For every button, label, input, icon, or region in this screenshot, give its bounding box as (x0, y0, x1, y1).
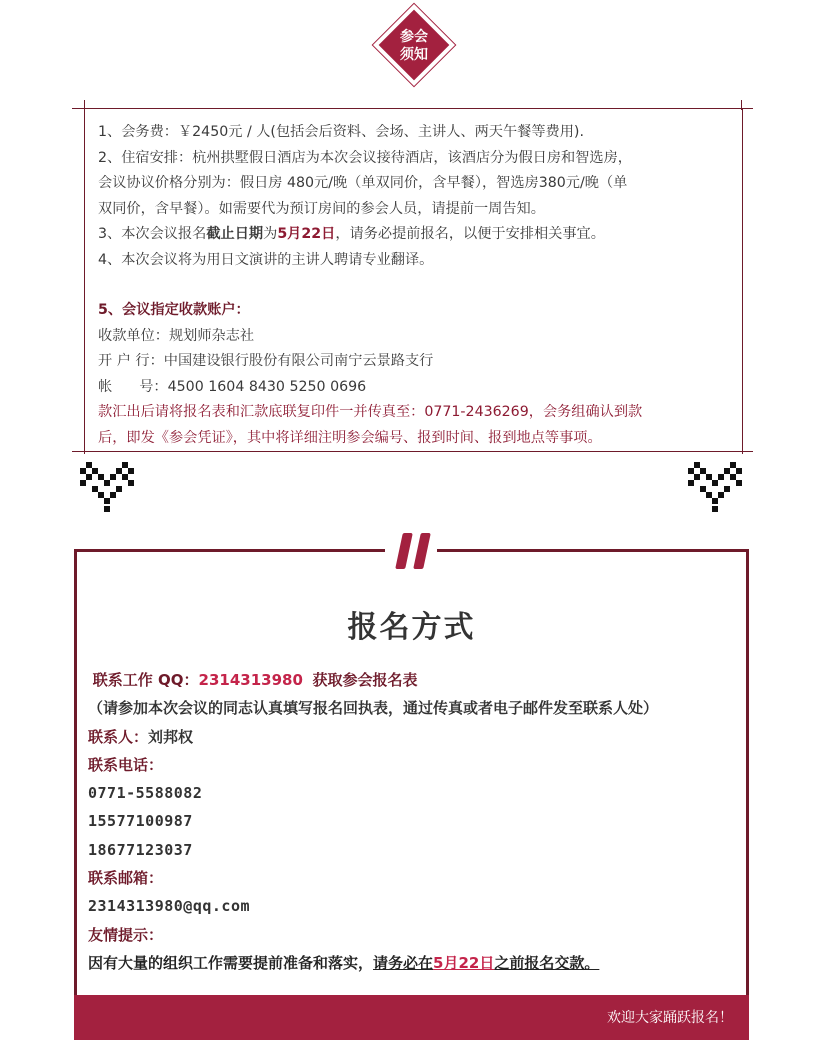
instruction: （请参加本次会议的同志认真填写报名回执表，通过传真或者电子邮件发至联系人处） (88, 699, 659, 718)
registration-title: 报名方式 (347, 610, 476, 645)
remit-line-1: 款汇出后请将报名表和汇款底联复印件一并传真至：0771-2436269，会务组确认到款 (98, 404, 643, 420)
notice-badge (373, 4, 455, 86)
quote-stroke (413, 533, 431, 569)
account-heading: 5、会议指定收款账户： (98, 302, 250, 318)
ornament-pixel (128, 480, 134, 486)
phone-1[interactable]: 0771-5588082 (88, 784, 203, 803)
ornament-pixel (116, 486, 122, 492)
contact-person-label: 联系人： (88, 727, 149, 746)
item3-suffix: ，请务必提前报名，以便于安排相关事宜。 (335, 226, 605, 242)
notice-frame-top-line (72, 108, 753, 109)
quote-mark-icon (395, 533, 435, 571)
ornament-pixel (104, 480, 110, 486)
email-label: 联系邮箱： (88, 869, 164, 888)
ornament-pixel (712, 498, 718, 504)
notice-frame-bottom-line (72, 451, 753, 452)
contact-person-line (88, 723, 738, 751)
tip-label: 友情提示： (88, 925, 164, 944)
notice-content (98, 120, 738, 451)
item3-mid: 为 (263, 226, 278, 242)
notice-item-2-line-3: 双同价，含早餐）。如需要代为预订房间的参会人员，请提前一周告知。 (98, 200, 545, 217)
ornament-pixel (104, 498, 110, 504)
ornament-pixel (712, 506, 718, 512)
ornament-pixel (724, 486, 730, 492)
notice-item-2-line-2: 会议协议价格分别为：假日房 480元/晚（单双同价，含早餐），智选房380元/晚（单 (98, 175, 628, 191)
phone-label: 联系电话： (88, 755, 164, 774)
ornament-pixel (712, 480, 718, 486)
footer-bar (74, 995, 749, 1040)
phone-3[interactable]: 18677123037 (88, 840, 193, 859)
ornament-pixel (688, 480, 694, 486)
ornament-pixel (718, 492, 724, 498)
notice-item-1: 1、会务费：￥2450元 / 人(包括会后资料、会场、主讲人、两天午餐等费用). (98, 124, 584, 140)
notice-item-2-line-1: 2、住宿安排：杭州拱墅假日酒店为本次会议接待酒店，该酒店分为假日房和智选房， (98, 149, 632, 166)
qq-label: 联系工作 QQ： (92, 671, 199, 689)
ornament-pixel (110, 492, 116, 498)
qq-line (88, 666, 738, 694)
ornament-pixel (694, 474, 700, 480)
notice-item-4: 4、本次会议将为用日文演讲的主讲人聘请专业翻译。 (98, 251, 434, 268)
ornament-pixel (86, 474, 92, 480)
ornament-pixel (80, 480, 86, 486)
tip-underlined-1: 请务必在 (373, 953, 434, 972)
footer-slogan: 欢迎大家踊跃报名！ (607, 1010, 733, 1026)
ornament-pixel (736, 480, 742, 486)
registration-content (88, 666, 738, 977)
badge-line-1: 参会 (400, 29, 428, 45)
qq-suffix: 获取参会报名表 (312, 671, 418, 689)
payee: 收款单位：规划师杂志社 (98, 327, 255, 344)
ornament-pixel (718, 474, 724, 480)
account-number: 帐 号：4500 1604 8430 5250 0696 (98, 378, 367, 395)
bank: 开 户 行：中国建设银行股份有限公司南宁云景路支行 (98, 353, 434, 369)
notice-item-3 (98, 222, 738, 248)
spacer (98, 273, 738, 298)
tip-text (88, 949, 738, 977)
ornament-pixel (110, 474, 116, 480)
qq-number[interactable]: 2314313980 (198, 671, 303, 689)
tip-date: 5月22日 (433, 953, 495, 972)
contact-person-name: 刘邦权 (148, 727, 194, 746)
phone-2[interactable]: 15577100987 (88, 812, 193, 831)
ornament-pixel (736, 468, 742, 474)
tip-prefix: 因有大量的组织工作需要提前准备和落实， (88, 953, 374, 972)
deadline-date: 5月22日 (277, 226, 336, 242)
badge-text (373, 28, 455, 64)
badge-line-2: 须知 (400, 47, 428, 63)
remit-line-2: 后，即发《参会凭证》，其中将详细注明参会编号、报到时间、报到地点等事项。 (98, 429, 602, 446)
item3-prefix: 3、本次会议报名 (98, 226, 207, 242)
email-address[interactable]: 2314313980@qq.com (88, 897, 251, 916)
deadline-label: 截止日期 (206, 226, 264, 242)
frame-tick (84, 100, 85, 110)
ornament-pixel (128, 468, 134, 474)
quote-stroke (395, 533, 413, 569)
frame-tick (741, 100, 742, 110)
ornament-pixel (104, 506, 110, 512)
tip-underlined-2: 之前报名交款。 (494, 953, 600, 972)
